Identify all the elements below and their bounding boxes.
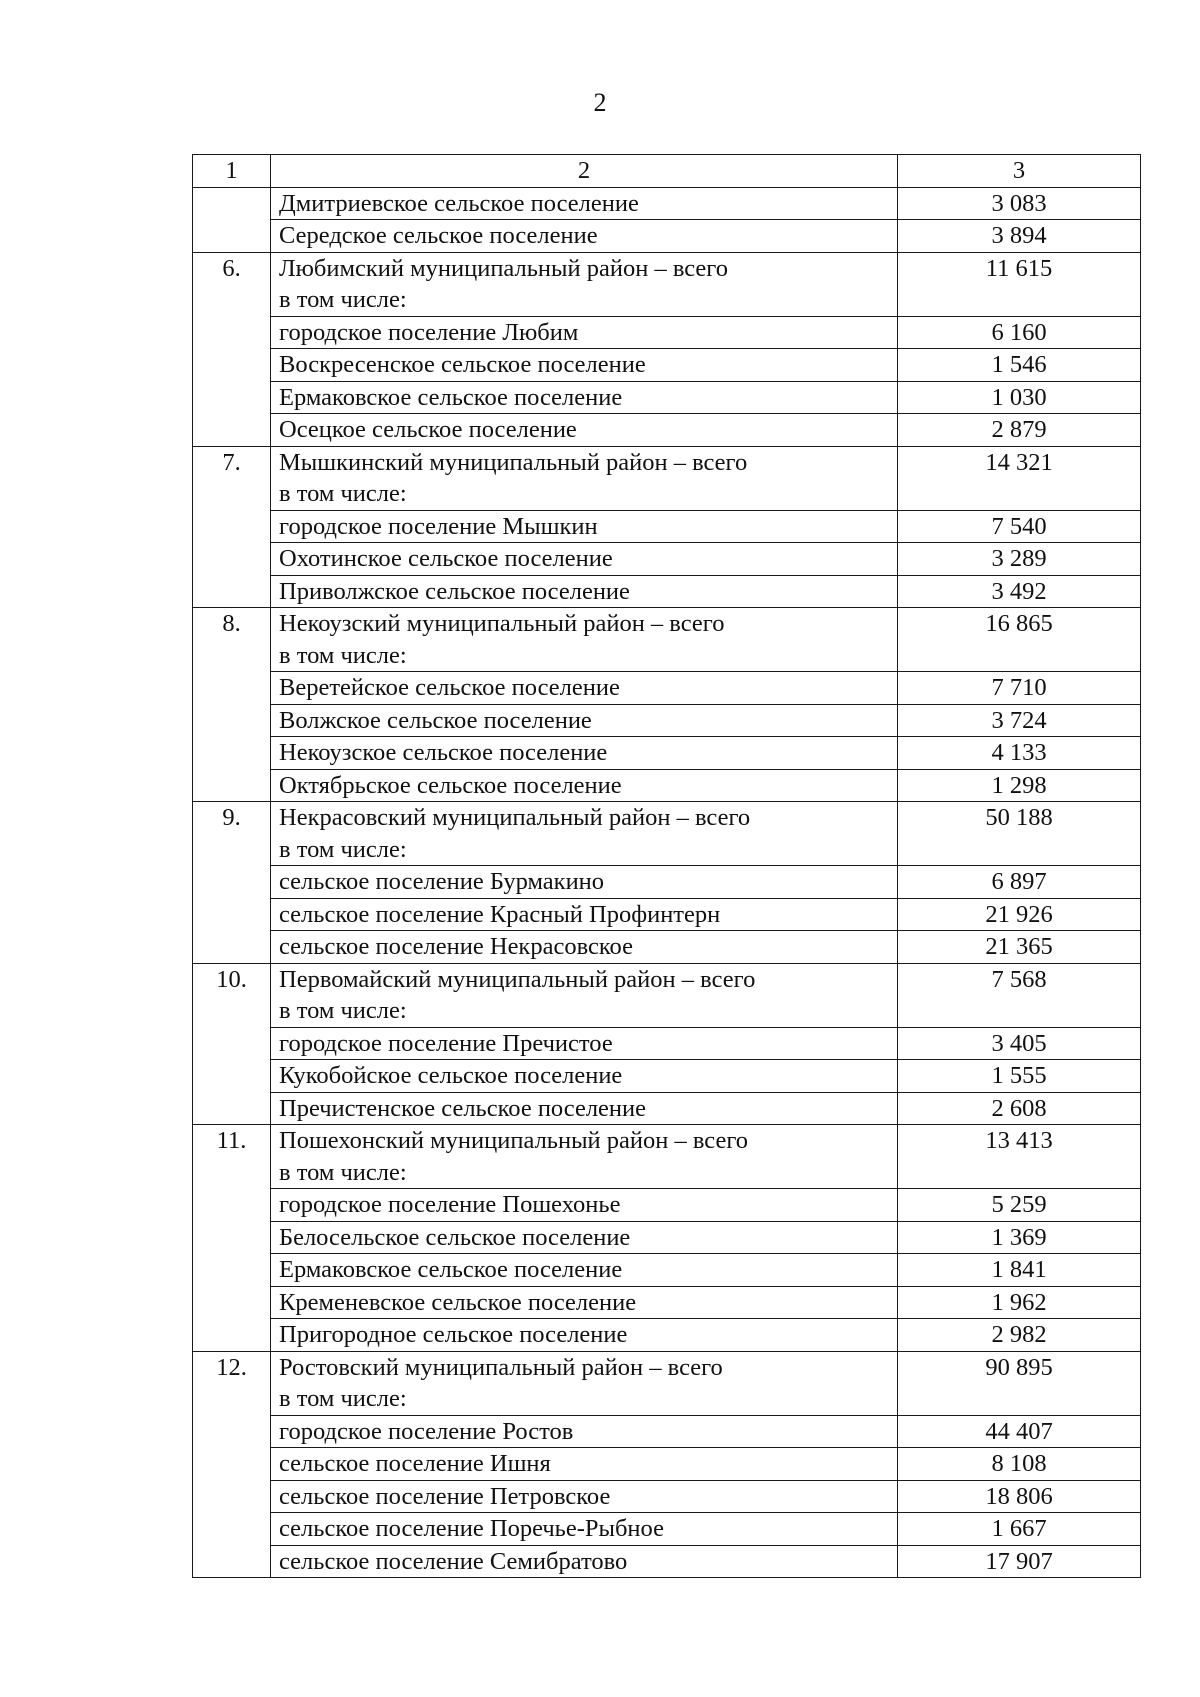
settlement-name: городское поселение Любим [271,316,898,349]
settlement-population: 2 608 [898,1092,1141,1125]
settlement-population: 1 298 [898,769,1141,802]
district-name-cell [271,252,898,316]
settlement-name: городское поселение Пошехонье [271,1189,898,1222]
district-title: Пошехонский муниципальный район – всего [279,1127,749,1154]
district-subtitle: в том числе: [279,997,407,1024]
settlement-population: 3 083 [898,187,1141,220]
settlement-population: 4 133 [898,737,1141,770]
district-name-cell [271,1125,898,1189]
settlement-name: Ермаковское сельское поселение [271,1254,898,1287]
settlement-name: сельское поселение Поречье-Рыбное [271,1513,898,1546]
settlement-population: 1 546 [898,349,1141,382]
settlement-row [193,1286,1141,1319]
district-name-cell [271,963,898,1027]
settlement-row [193,414,1141,447]
settlement-name: Некоузское сельское поселение [271,737,898,770]
district-row [193,1125,1141,1189]
district-row [193,1351,1141,1415]
settlement-row [193,769,1141,802]
district-number: 8. [193,608,271,802]
settlement-name: Белосельское сельское поселение [271,1221,898,1254]
settlement-name: Октябрьское сельское поселение [271,769,898,802]
district-number: 9. [193,802,271,964]
settlement-name: Дмитриевское сельское поселение [271,187,898,220]
settlement-row [193,737,1141,770]
settlement-row [193,1254,1141,1287]
settlement-row [193,1319,1141,1352]
settlement-population: 1 667 [898,1513,1141,1546]
settlement-row [193,543,1141,576]
settlement-population: 17 907 [898,1545,1141,1578]
district-number: 12. [193,1351,271,1578]
settlement-population: 6 897 [898,866,1141,899]
header-cell-2: 2 [271,155,898,188]
settlement-row [193,931,1141,964]
settlement-population: 7 540 [898,510,1141,543]
district-total: 50 188 [898,802,1141,866]
district-subtitle: в том числе: [279,835,407,863]
settlement-name: Пригородное сельское поселение [271,1319,898,1352]
settlement-row [193,1027,1141,1060]
settlement-row [193,575,1141,608]
district-total: 7 568 [898,963,1141,1027]
district-row [193,446,1141,510]
settlement-population: 44 407 [898,1415,1141,1448]
settlement-row [193,1092,1141,1125]
district-row [193,252,1141,316]
settlement-name: городское поселение Ростов [271,1415,898,1448]
table-body [193,155,1141,1578]
settlement-row [193,704,1141,737]
settlement-population: 3 724 [898,704,1141,737]
district-row [193,608,1141,672]
settlement-name: сельское поселение Семибратово [271,1545,898,1578]
settlement-name: Кукобойское сельское поселение [271,1060,898,1093]
district-number [193,187,271,252]
settlement-row [193,672,1141,705]
settlement-row [193,381,1141,414]
district-name-cell [271,446,898,510]
district-title: Первомайский муниципальный район – всего [279,965,756,993]
settlement-row [193,220,1141,253]
district-total: 11 615 [898,252,1141,316]
settlement-name: Веретейское сельское поселение [271,672,898,705]
settlement-row [193,1189,1141,1222]
settlement-population: 21 365 [898,931,1141,964]
settlement-row [193,1448,1141,1481]
district-title: Некрасовский муниципальный район – всего [279,804,751,831]
settlement-population: 2 879 [898,414,1141,447]
settlement-name: городское поселение Мышкин [271,510,898,543]
settlement-name: Середское сельское поселение [271,220,898,253]
district-number: 10. [193,963,271,1125]
settlement-row [193,1480,1141,1513]
district-title: Некоузский муниципальный район – всего [279,610,725,637]
district-subtitle: в том числе: [279,641,407,669]
district-row [193,802,1141,866]
district-subtitle: в том числе: [279,1158,407,1186]
settlement-name: Охотинское сельское поселение [271,543,898,576]
settlement-population: 2 982 [898,1319,1141,1352]
settlement-name: Воскресенское сельское поселение [271,349,898,382]
settlement-row [193,1060,1141,1093]
settlement-population: 6 160 [898,316,1141,349]
settlement-name: Волжское сельское поселение [271,704,898,737]
settlement-population: 1 555 [898,1060,1141,1093]
settlement-row [193,349,1141,382]
district-number: 7. [193,446,271,608]
district-number: 11. [193,1125,271,1352]
settlement-population: 18 806 [898,1480,1141,1513]
header-cell-3: 3 [898,155,1141,188]
settlement-population: 7 710 [898,672,1141,705]
header-cell-1: 1 [193,155,271,188]
settlements-table [192,154,1141,1578]
settlement-row [193,1545,1141,1578]
settlement-population: 8 108 [898,1448,1141,1481]
settlement-row [193,316,1141,349]
settlement-name: Пречистенское сельское поселение [271,1092,898,1125]
settlement-row [193,187,1141,220]
settlement-row [193,510,1141,543]
district-total: 16 865 [898,608,1141,672]
header-row [193,155,1141,188]
settlement-name: Ермаковское сельское поселение [271,381,898,414]
settlement-population: 3 492 [898,575,1141,608]
district-total: 13 413 [898,1125,1141,1189]
settlement-row [193,1513,1141,1546]
settlement-population: 1 962 [898,1286,1141,1319]
settlement-row [193,898,1141,931]
settlement-population: 3 289 [898,543,1141,576]
settlement-population: 21 926 [898,898,1141,931]
settlement-row [193,866,1141,899]
settlement-row [193,1221,1141,1254]
settlement-population: 3 405 [898,1027,1141,1060]
district-title: Любимский муниципальный район – всего [279,254,728,282]
district-name-cell [271,608,898,672]
settlement-population: 1 841 [898,1254,1141,1287]
district-subtitle: в том числе: [279,286,407,313]
settlement-population: 3 894 [898,220,1141,253]
district-subtitle: в том числе: [279,480,407,507]
district-row [193,963,1141,1027]
settlement-row [193,1415,1141,1448]
district-title: Ростовский муниципальный район – всего [279,1353,723,1381]
district-total: 90 895 [898,1351,1141,1415]
settlement-population: 1 030 [898,381,1141,414]
settlement-name: сельское поселение Красный Профинтерн [271,898,898,931]
district-title: Мышкинский муниципальный район – всего [279,448,748,476]
district-subtitle: в том числе: [279,1385,407,1412]
settlement-name: сельское поселение Ишня [271,1448,898,1481]
settlement-name: Приволжское сельское поселение [271,575,898,608]
district-name-cell [271,802,898,866]
settlement-population: 1 369 [898,1221,1141,1254]
settlement-name: сельское поселение Бурмакино [271,866,898,899]
settlement-name: городское поселение Пречистое [271,1027,898,1060]
page-number: 2 [593,88,607,117]
settlement-name: Осецкое сельское поселение [271,414,898,447]
district-total: 14 321 [898,446,1141,510]
district-number: 6. [193,252,271,446]
district-name-cell [271,1351,898,1415]
settlement-name: сельское поселение Некрасовское [271,931,898,964]
settlement-name: сельское поселение Петровское [271,1480,898,1513]
settlement-population: 5 259 [898,1189,1141,1222]
settlement-name: Кременевское сельское поселение [271,1286,898,1319]
